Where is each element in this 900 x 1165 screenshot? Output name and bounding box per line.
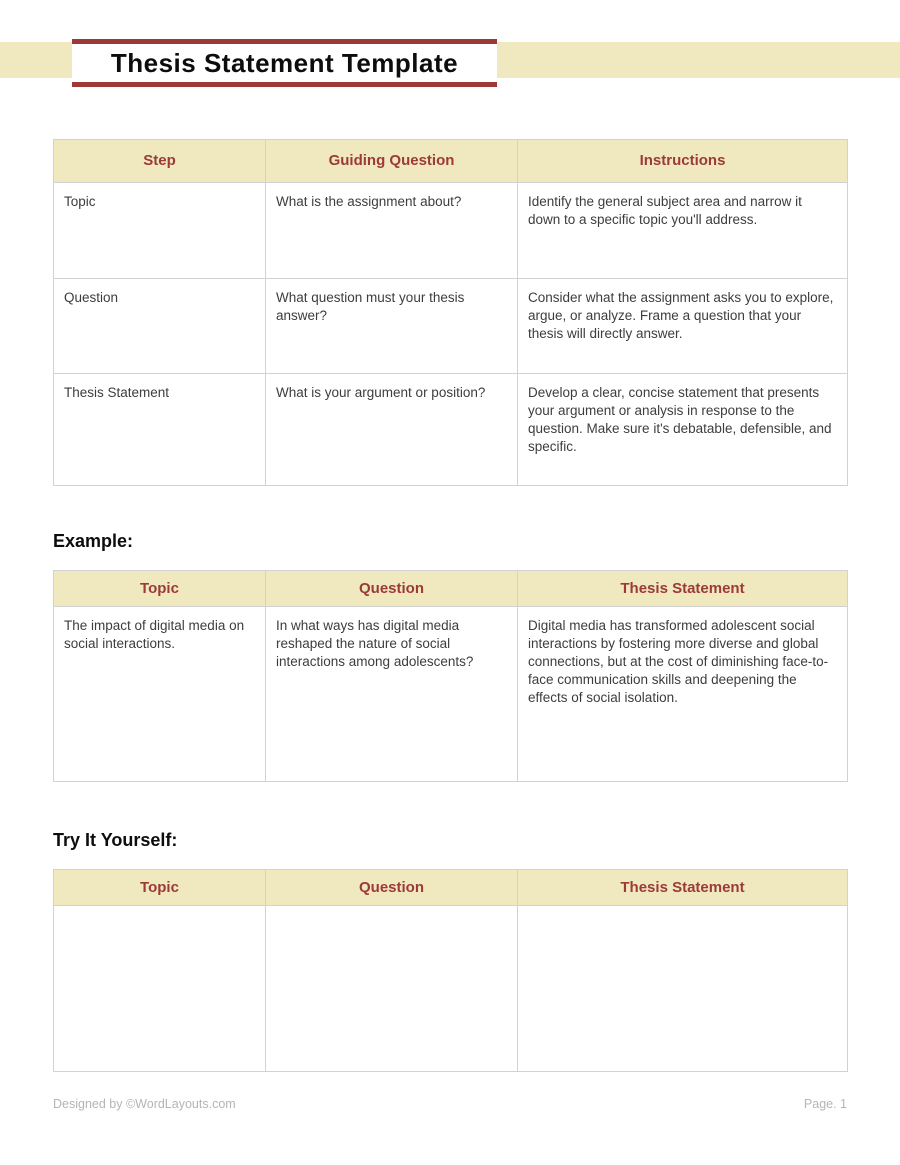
- column-header-guiding-question: Guiding Question: [266, 140, 518, 183]
- column-header-question: Question: [266, 870, 518, 906]
- try-thesis-input-cell[interactable]: [518, 906, 848, 1072]
- footer-page-number: Page. 1: [803, 1097, 847, 1111]
- try-it-yourself-table: [53, 869, 848, 1072]
- column-header-topic: Topic: [54, 571, 266, 607]
- example-topic-cell: The impact of digital media on social interactions.: [54, 607, 266, 782]
- guide-question-cell: What is your argument or position?: [266, 374, 518, 486]
- guide-step-cell: Thesis Statement: [54, 374, 266, 486]
- guide-step-cell: Topic: [54, 183, 266, 279]
- column-header-thesis-statement: Thesis Statement: [518, 571, 848, 607]
- example-table: [53, 570, 848, 782]
- column-header-question: Question: [266, 571, 518, 607]
- column-header-thesis-statement: Thesis Statement: [518, 870, 848, 906]
- example-question-cell: In what ways has digital media reshaped the nature of social interactions among adolescents?: [266, 607, 518, 782]
- table-row: [54, 374, 848, 486]
- guide-table-header-row: [54, 140, 848, 183]
- try-table-header-row: [54, 870, 848, 906]
- try-topic-input-cell[interactable]: [54, 906, 266, 1072]
- footer-designed-by: Designed by ©WordLayouts.com: [53, 1097, 236, 1111]
- table-row: [54, 607, 848, 782]
- page-footer: [53, 1097, 847, 1111]
- try-it-yourself-heading: Try It Yourself:: [53, 830, 178, 850]
- guide-table: [53, 139, 848, 486]
- example-heading: Example:: [53, 531, 134, 551]
- column-header-instructions: Instructions: [518, 140, 848, 183]
- try-question-input-cell[interactable]: [266, 906, 518, 1072]
- table-row: [54, 279, 848, 374]
- guide-instructions-cell: Consider what the assignment asks you to explore, argue, or analyze. Frame a question that your thesis will directly answer.: [518, 279, 848, 374]
- table-row: [54, 906, 848, 1072]
- guide-question-cell: What question must your thesis answer?: [266, 279, 518, 374]
- column-header-topic: Topic: [54, 870, 266, 906]
- column-header-step: Step: [54, 140, 266, 183]
- guide-instructions-cell: Develop a clear, concise statement that presents your argument or analysis in response to the question. Make sure it's debatable, defensible, and specific.: [518, 374, 848, 486]
- table-row: [54, 183, 848, 279]
- guide-question-cell: What is the assignment about?: [266, 183, 518, 279]
- guide-step-cell: Question: [54, 279, 266, 374]
- guide-instructions-cell: Identify the general subject area and narrow it down to a specific topic you'll address.: [518, 183, 848, 279]
- example-table-header-row: [54, 571, 848, 607]
- page-title: Thesis Statement Template: [110, 47, 459, 78]
- title-box: [72, 39, 497, 87]
- example-thesis-cell: Digital media has transformed adolescent social interactions by fostering more diverse and global connections, but at the cost of diminishing face-to-face communication skills and deepening the effects of social isolation.: [518, 607, 848, 782]
